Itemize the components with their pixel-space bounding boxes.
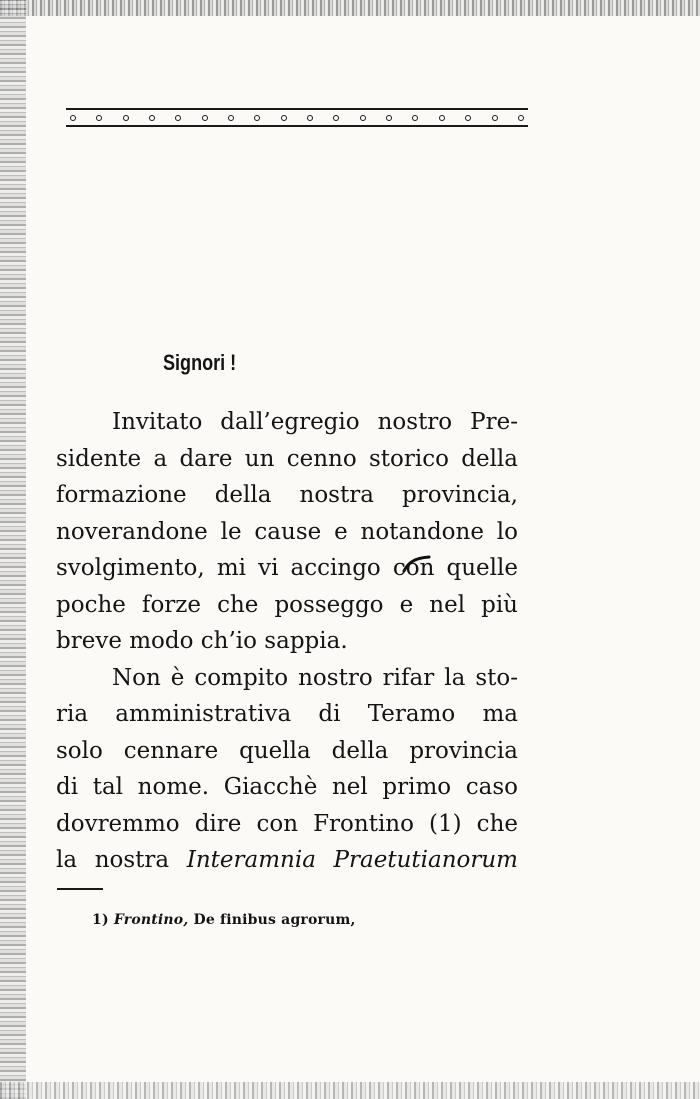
text-line: solo cennare quella della provincia [56, 737, 518, 764]
text-line: noverandone le cause e notandone lo [56, 518, 518, 545]
text-line: Invitato dall’egregio nostro Pre- [112, 409, 518, 435]
ornament-dot [492, 115, 498, 121]
footnote-author: Frontino, [113, 912, 189, 928]
ornament-dot [465, 115, 471, 121]
ornament-rule-bottom [66, 125, 528, 127]
page-edge-bottom [0, 1082, 700, 1099]
footnote-title: De finibus agrorum, [193, 912, 356, 928]
body-text [56, 404, 518, 879]
text-line: di tal nome. Giacchè nel primo caso [56, 774, 518, 800]
ornament-dot [412, 115, 418, 121]
page-edge-top [0, 0, 700, 16]
footnote [92, 912, 356, 928]
footnote-rule [57, 888, 103, 890]
footnote-number: 1) [92, 912, 109, 928]
page-edge-left [0, 0, 26, 1099]
text-line: dovremmo dire con Frontino (1) che [56, 810, 518, 837]
text-line: formazione della nostra provincia, [56, 482, 518, 508]
ornament-dot [149, 115, 155, 121]
ornament-dots [66, 110, 528, 125]
ornament-dot [307, 115, 313, 121]
text-line-annotated [56, 550, 518, 587]
italic-title: Interamnia Praetutianorum [186, 847, 518, 873]
ornament-dot [123, 115, 129, 121]
text-line: poche forze che posseggo e nel più [56, 591, 518, 618]
ornament-dot [96, 115, 102, 121]
ornament-dot [254, 115, 260, 121]
text-line: ria amministrativa di Teramo ma [56, 701, 518, 727]
pencil-annotation-icon [402, 555, 432, 573]
text-line: Non è compito nostro rifar la sto- [112, 664, 518, 691]
ornament-dot [70, 115, 76, 121]
text-fragment: la nostra [56, 847, 187, 873]
ornament-dot [518, 115, 524, 121]
header-ornament [66, 106, 528, 130]
ornament-dot [439, 115, 445, 121]
salutation-heading: Signori ! [163, 350, 237, 375]
ornament-dot [281, 115, 287, 121]
ornament-dot [333, 115, 339, 121]
text-line: svolgimento, mi vi accingo con quelle [56, 555, 518, 581]
ornament-dot [175, 115, 181, 121]
text-line: breve modo ch’io sappia. [56, 628, 348, 654]
ornament-dot [228, 115, 234, 121]
text-line-final [56, 842, 518, 879]
ornament-dot [360, 115, 366, 121]
text-line: sidente a dare un cenno storico della [56, 445, 518, 472]
ornament-dot [202, 115, 208, 121]
ornament-dot [386, 115, 392, 121]
